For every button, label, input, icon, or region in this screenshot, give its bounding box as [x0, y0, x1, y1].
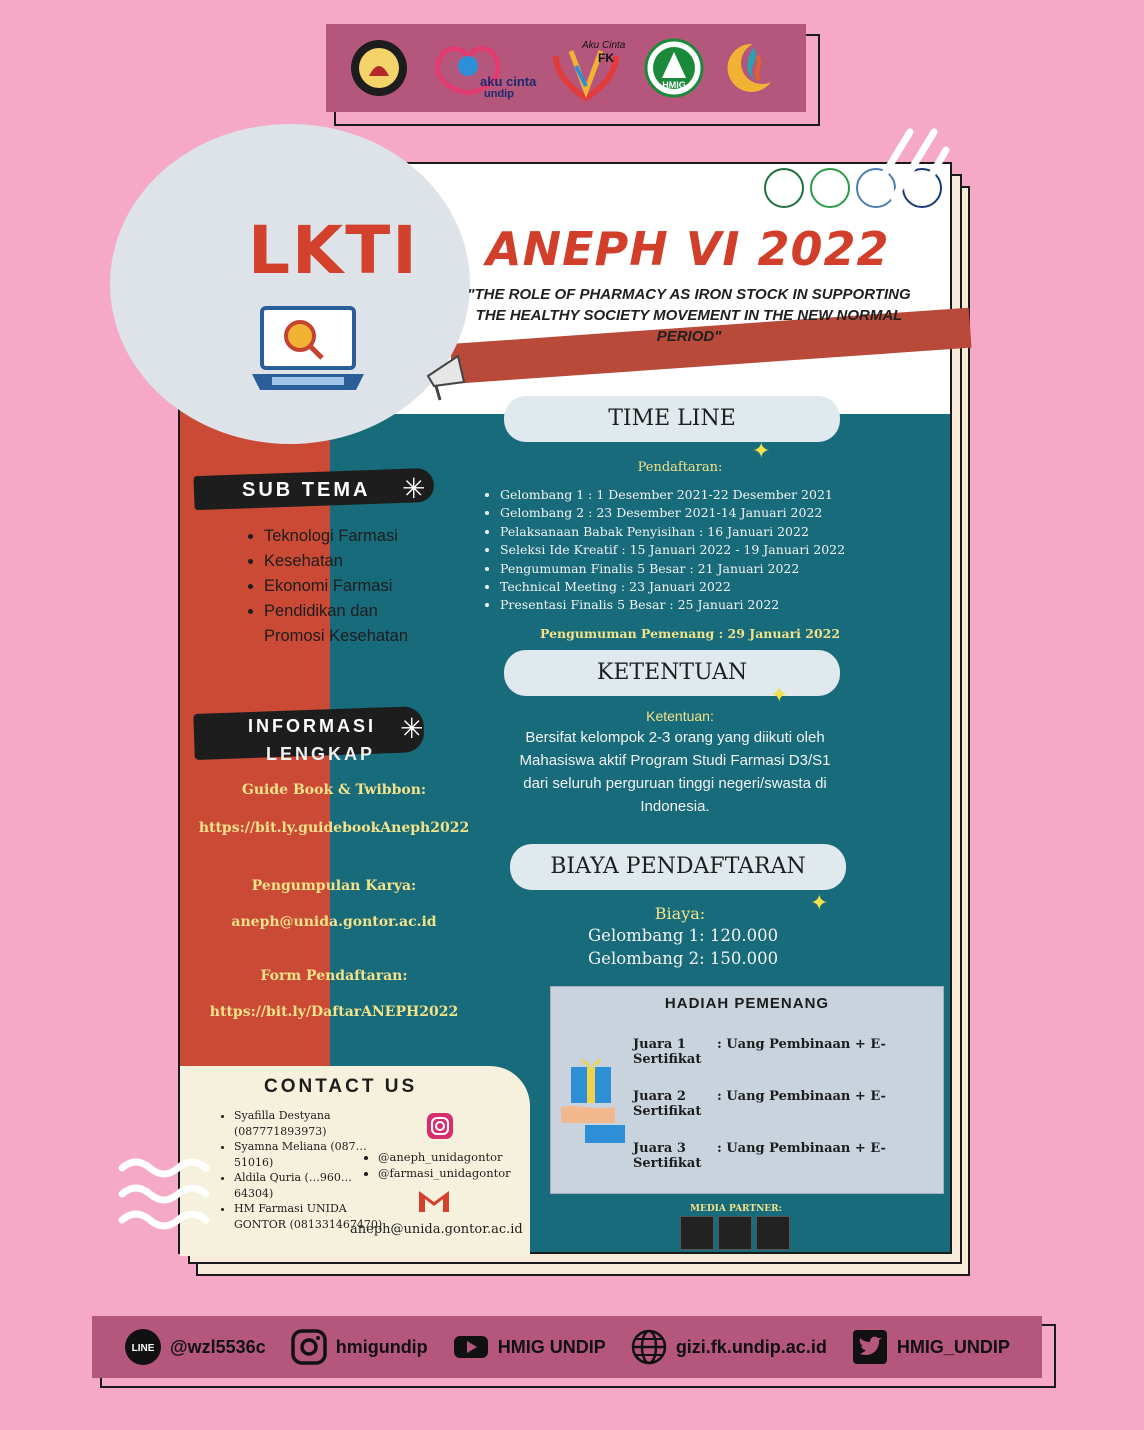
contact-heading: CONTACT US: [264, 1076, 418, 1097]
timeline-item: • Gelombang 2 : 23 Desember 2021-14 Januari 2022: [500, 504, 845, 522]
guide-label: Guide Book & Twibbon:: [241, 782, 427, 798]
guide-link[interactable]: https://bit.ly.guidebookAneph2022: [198, 820, 470, 836]
prize-value: : Uang Pembinaan + E-Sertifikat: [633, 1037, 886, 1067]
hmig-logo: [644, 36, 704, 100]
timeline-item: • Seleksi Ide Kreatif : 15 Januari 2022 - 19 Januari 2022: [500, 541, 845, 559]
contact-people: [220, 1108, 384, 1232]
prize-rank: Juara 2: [633, 1089, 686, 1104]
sponsor-aneph-logo: [764, 168, 804, 208]
prize-box: [550, 986, 944, 1194]
instagram-icon: [426, 1112, 454, 1140]
laptop-icon: [248, 304, 368, 396]
promosi-aku-cinta-undip-logo: [428, 36, 536, 100]
media-partner-label: MEDIA PARTNER:: [690, 1204, 782, 1214]
form-label: Form Pendaftaran:: [260, 968, 408, 984]
biaya-sub: Biaya:: [654, 904, 706, 923]
timeline-item: • Pengumuman Finalis 5 Besar : 21 Januari 2022: [500, 560, 845, 578]
sub-tema-list: [242, 524, 434, 649]
prize-row: [633, 1141, 943, 1171]
prize-value: : Uang Pembinaan + E-Sertifikat: [633, 1089, 886, 1119]
sparkle-icon: ✳: [400, 713, 424, 744]
line-icon: [124, 1328, 162, 1366]
svg-text:HMIG: HMIG: [662, 80, 687, 90]
prize-rank: Juara 1: [633, 1037, 686, 1052]
social-label: @wzl5536c: [170, 1336, 266, 1357]
timeline-item: • Gelombang 1 : 1 Desember 2021-22 Desember 2021: [500, 486, 845, 504]
informasi-heading-line1: INFORMASI: [248, 716, 376, 736]
contact-person: • HM Farmasi UNIDA GONTOR (081331467470): [234, 1201, 384, 1232]
timeline-item: • Pelaksanaan Babak Penyisihan : 16 Januari 2022: [500, 523, 845, 541]
instagram-handles: [364, 1150, 511, 1181]
timeline-item: • Presentasi Finalis 5 Besar : 25 Januari 2022: [500, 596, 845, 614]
gift-icon: [555, 1047, 635, 1147]
media-partner-logo: [756, 1216, 790, 1250]
star-icon: ✦: [752, 438, 771, 463]
social-youtube[interactable]: [452, 1328, 606, 1366]
social-line[interactable]: [124, 1328, 266, 1366]
social-label: HMIG UNDIP: [497, 1336, 606, 1357]
svg-text:FK: FK: [597, 51, 614, 65]
social-website[interactable]: [630, 1328, 827, 1366]
crescent-flame-logo: [723, 36, 783, 100]
timeline-list: [482, 486, 845, 615]
contact-person: • Syafilla Destyana (087771893973): [234, 1108, 384, 1139]
social-label: hmigundip: [335, 1336, 428, 1357]
instagram-handle[interactable]: • @farmasi_unidagontor: [378, 1166, 511, 1182]
instagram-handle[interactable]: • @aneph_unidagontor: [378, 1150, 511, 1166]
contact-person: • Syamna Meliana (087…51016): [234, 1139, 384, 1170]
sub-tema-item: • Ekonomi Farmasi: [264, 574, 434, 599]
ketentuan-heading: KETENTUAN: [504, 650, 840, 696]
sub-tema-heading: SUB TEMA: [242, 479, 371, 501]
svg-text:Aku Cinta: Aku Cinta: [581, 40, 626, 51]
twitter-icon: [851, 1328, 889, 1366]
winner-announcement: Pengumuman Pemenang : 29 Januari 2022: [540, 626, 841, 641]
form-link[interactable]: https://bit.ly/DaftarANEPH2022: [209, 1004, 459, 1020]
timeline-sub: Pendaftaran:: [637, 460, 723, 475]
star-icon: ✦: [810, 890, 829, 915]
social-instagram[interactable]: [290, 1328, 428, 1366]
sub-tema-item: • Kesehatan: [264, 549, 434, 574]
lkti-badge: LKTI: [248, 212, 419, 289]
fee-line: Gelombang 2: 150.000: [588, 949, 779, 968]
social-bar: [92, 1316, 1042, 1378]
svg-text:LINE: LINE: [131, 1343, 155, 1354]
star-icon: ✦: [770, 682, 789, 707]
gmail-icon: [416, 1188, 452, 1214]
fee-line: Gelombang 1: 120.000: [588, 926, 779, 945]
submit-label: Pengumpulan Karya:: [251, 878, 417, 894]
poster: [178, 162, 952, 1254]
social-label: gizi.fk.undip.ac.id: [675, 1336, 827, 1357]
submit-email[interactable]: aneph@unida.gontor.ac.id: [231, 914, 437, 930]
sponsor-green-logo: [810, 168, 850, 208]
aku-cinta-fk-logo: [546, 36, 626, 100]
slash-decoration: [850, 128, 950, 208]
media-partner-logo: [680, 1216, 714, 1250]
prize-value: : Uang Pembinaan + E-Sertifikat: [633, 1141, 886, 1171]
media-partner-logos: [680, 1216, 790, 1250]
sub-tema-item: • Pendidikan dan Promosi Kesehatan: [264, 599, 434, 649]
social-twitter[interactable]: [851, 1328, 1010, 1366]
prize-heading: HADIAH PEMENANG: [664, 995, 830, 1012]
wave-decoration: [118, 1154, 228, 1234]
poster-title: ANEPH VI 2022: [486, 222, 890, 276]
sparkle-icon: ✳: [402, 473, 426, 504]
poster-theme: "THE ROLE OF PHARMACY AS IRON STOCK IN SUPPORTING THE HEALTHY SOCIETY MOVEMENT IN THE NEW NORMAL PERIOD": [467, 286, 911, 345]
informasi-heading-line2: LENGKAP: [266, 744, 376, 764]
promosi-logo-text: aku cinta: [479, 74, 536, 89]
prize-row: [633, 1037, 943, 1067]
timeline-item: • Technical Meeting : 23 Januari 2022: [500, 578, 845, 596]
megaphone-icon: [418, 342, 478, 402]
contact-person: • Aldila Quria (…960…64304): [234, 1170, 384, 1201]
logo-banner: [326, 24, 806, 112]
biaya-heading: BIAYA PENDAFTARAN: [510, 844, 846, 890]
ketentuan-sub: Ketentuan:: [646, 708, 714, 724]
timeline-heading: TIME LINE: [504, 396, 840, 442]
media-partner-logo: [718, 1216, 752, 1250]
globe-icon: [630, 1328, 668, 1366]
contact-panel: [180, 1066, 530, 1256]
ketentuan-text: Bersifat kelompok 2-3 orang yang diikuti oleh Mahasiswa aktif Program Studi Farmasi D3/S1 dari seluruh perguruan tinggi negeri/swasta di Indonesia.: [519, 729, 831, 815]
undip-seal-icon: [349, 36, 409, 100]
sub-tema-item: • Teknologi Farmasi: [264, 524, 434, 549]
svg-text:undip: undip: [483, 88, 514, 100]
prize-rank: Juara 3: [633, 1141, 686, 1156]
social-label: HMIG_UNDIP: [896, 1336, 1010, 1357]
contact-email[interactable]: aneph@unida.gontor.ac.id: [350, 1222, 523, 1237]
instagram-icon: [290, 1328, 328, 1366]
youtube-icon: [452, 1328, 490, 1366]
prize-row: [633, 1089, 943, 1119]
